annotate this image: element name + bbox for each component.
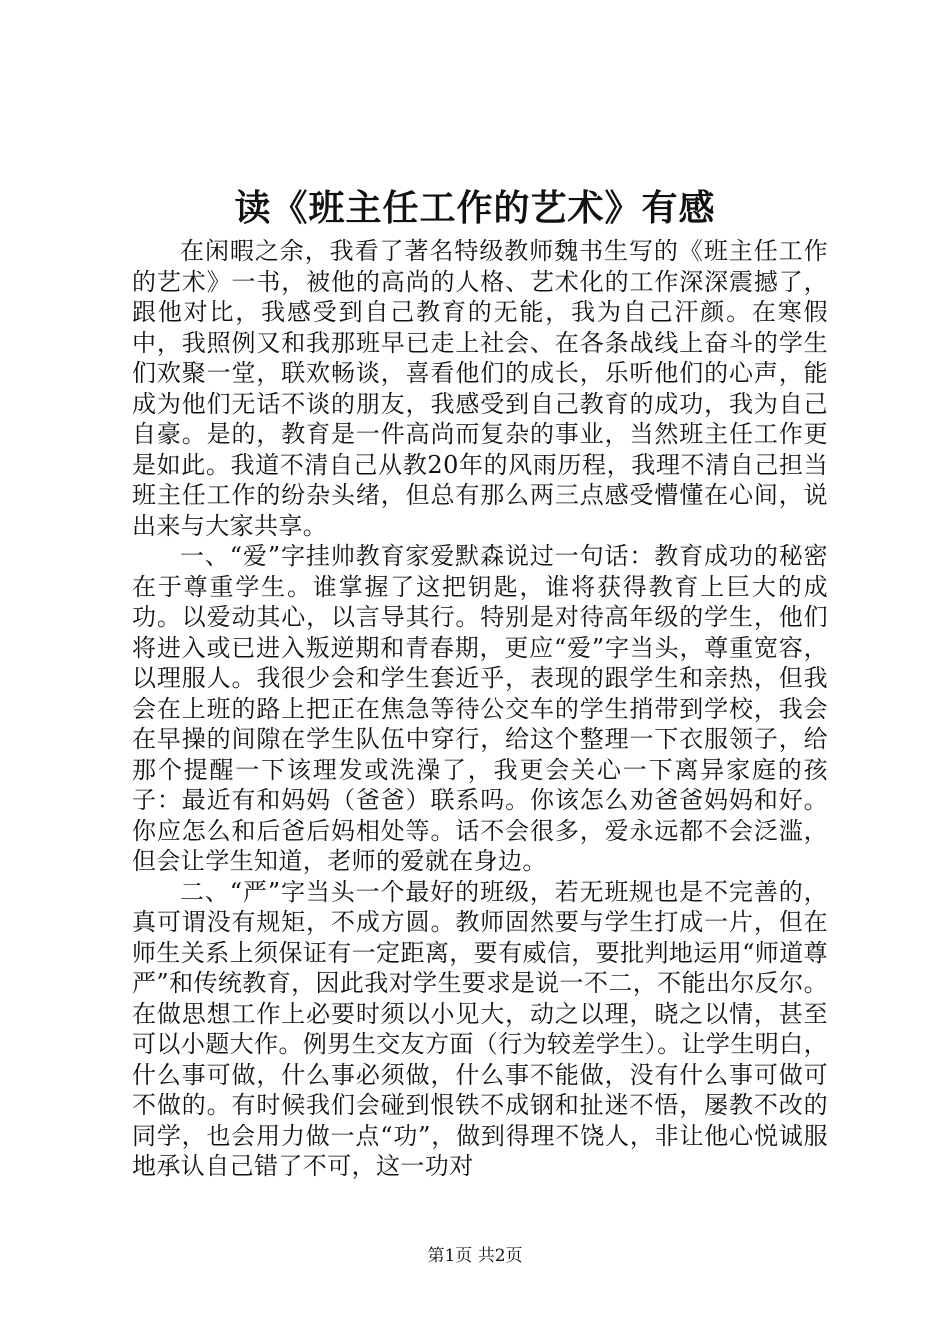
page-title: 读《班主任工作的艺术》有感 bbox=[234, 187, 716, 229]
document-body bbox=[132, 236, 828, 1182]
paragraph-intro: 在闲暇之余，我看了著名特级教师魏书生写的《班主任工作的艺术》一书，被他的高尚的人格、艺术化的工作深深震撼了，跟他对比，我感受到自己教育的无能，我为自己汗颜。在寒假中，我照例又和我那班早已走上社会、在各条战线上奋斗的学生们欢聚一堂，联欢畅谈，喜看他们的成长，乐听他们的心声，能成为他们无话不谈的朋友，我感受到自己教育的成功，我为自己自豪。是的，教育是一件高尚而复杂的事业，当然班主任工作更是如此。我道不清自己从教20年的风雨历程，我理不清自己担当班主任工作的纷杂头绪，但总有那么两三点感受懵懂在心间，说出来与大家共享。 bbox=[132, 237, 828, 540]
page-number-footer: 第1页 共2页 bbox=[427, 1246, 523, 1266]
paragraph-love: 一、“爱”字挂帅教育家爱默森说过一句话：教育成功的秘密在于尊重学生。谁掌握了这把钥匙，谁将获得教育上巨大的成功。以爱动其心，以言导其行。特别是对待高年级的学生，他们将进入或已进入叛逆期和青春期，更应“爱”字当头，尊重宽容，以理服人。我很少会和学生套近乎，表现的跟学生和亲热，但我会在上班的路上把正在焦急等待公交车的学生捎带到学校，我会在早操的间隙在学生队伍中穿行，给这个整理一下衣服领子，给那个提醒一下该理发或洗澡了，我更会关心一下离异家庭的孩子：最近有和妈妈（爸爸）联系吗。你该怎么劝爸爸妈妈和好。你应怎么和后爸后妈相处等。话不会很多，爱永远都不会泛滥，但会让学生知道，老师的爱就在身边。 bbox=[132, 542, 828, 875]
paragraph-strict: 二、“严”字当头一个最好的班级，若无班规也是不完善的，真可谓没有规矩，不成方圆。教师固然要与学生打成一片，但在师生关系上须保证有一定距离，要有威信，要批判地运用“师道尊严”和传统教育，因此我对学生要求是说一不二，不能出尔反尔。在做思想工作上必要时须以小见大，动之以理，晓之以情，甚至可以小题大作。例男生交友方面（行为较差学生）。让学生明白，什么事可做，什么事必须做，什么事不能做，没有什么事可做可不做的。有时候我们会碰到恨铁不成钢和扯迷不悟，屡教不改的同学，也会用力做一点“功”，做到得理不饶人，非让他心悦诚服地承认自己错了不可，这一功对 bbox=[132, 877, 828, 1180]
